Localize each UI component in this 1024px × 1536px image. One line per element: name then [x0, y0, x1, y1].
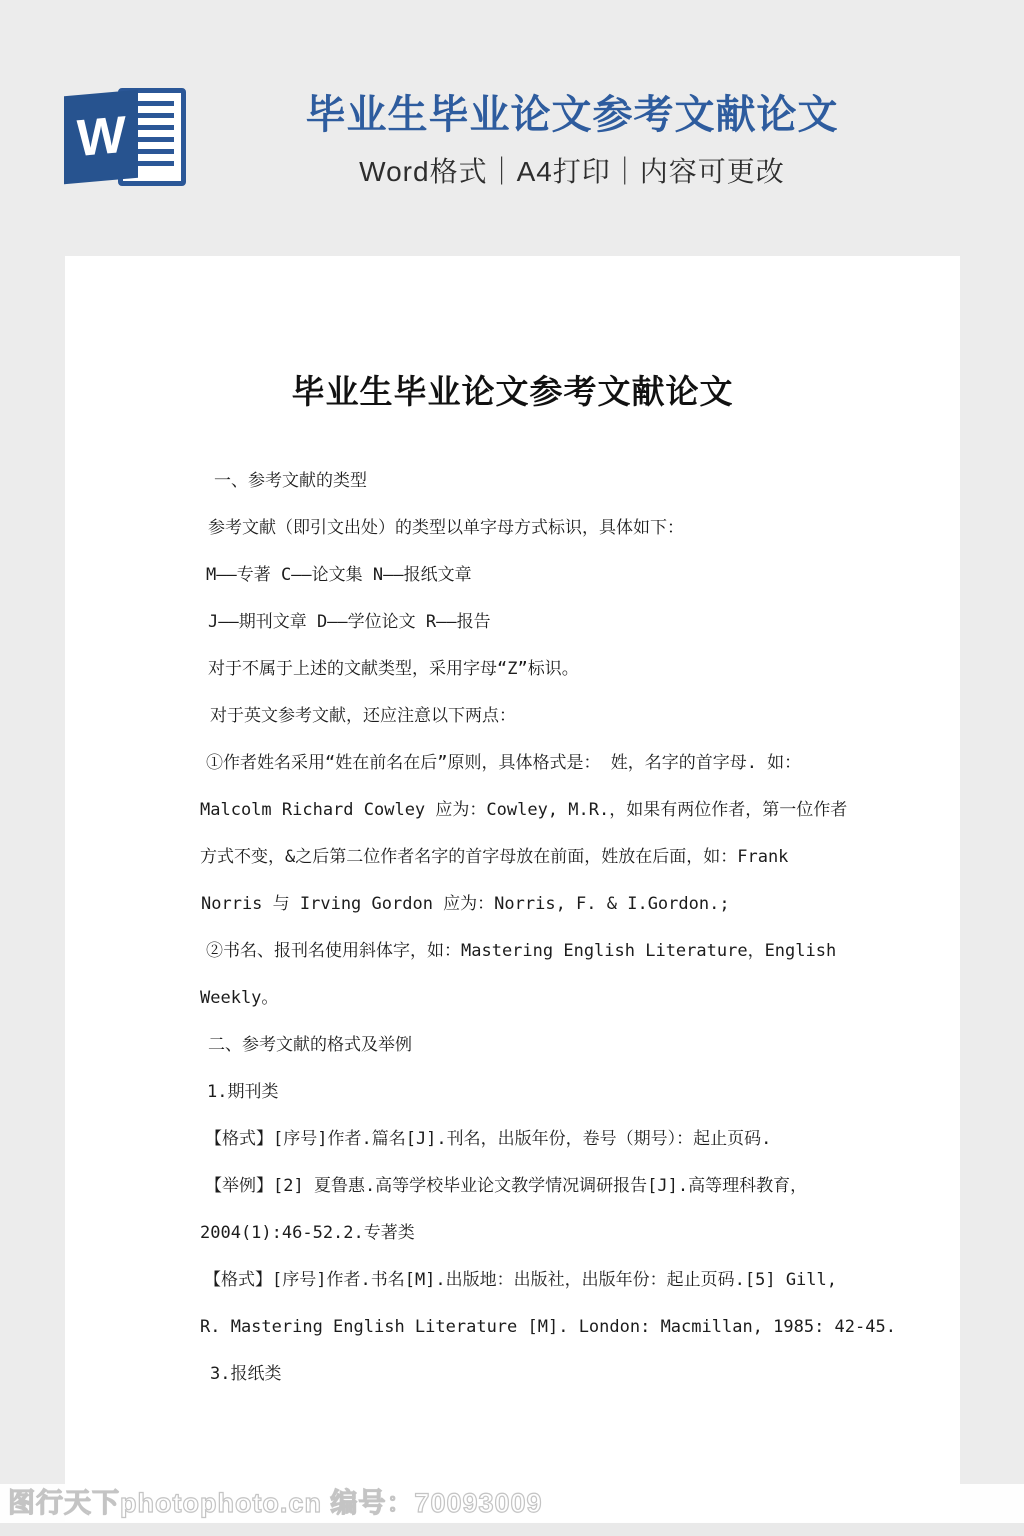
- doc-line: 【格式】[序号]作者.书名[M].出版地：出版社，出版年份：起止页码.[5] Gill,: [204, 1270, 837, 1290]
- header: [120, 92, 1024, 190]
- document-page: [65, 256, 960, 1522]
- doc-line: 二、参考文献的格式及举例: [208, 1035, 412, 1055]
- doc-line: ②书名、报刊名使用斜体字，如：Mastering English Literature，English: [206, 941, 837, 961]
- doc-line: J——期刊文章 D——学位论文 R——报告: [208, 612, 491, 632]
- doc-line: 参考文献（即引文出处）的类型以单字母方式标识，具体如下：: [208, 518, 684, 538]
- doc-line: 【格式】[序号]作者.篇名[J].刊名，出版年份，卷号（期号）：起止页码.: [205, 1129, 772, 1149]
- doc-line: 对于不属于上述的文献类型，采用字母“Z”标识。: [208, 659, 579, 679]
- document-title: 毕业生毕业论文参考文献论文: [291, 375, 734, 411]
- word-icon-letter: W: [76, 105, 126, 169]
- doc-line: 方式不变，&之后第二位作者名字的首字母放在前面，姓放在后面，如：Frank: [200, 847, 789, 867]
- doc-line: 对于英文参考文献，还应注意以下两点：: [210, 706, 516, 726]
- doc-line: R. Mastering English Literature [M]. London: Macmillan, 1985: 42-45.: [200, 1317, 896, 1337]
- header-subtitle: Word格式｜A4打印｜内容可更改: [359, 156, 785, 187]
- watermark-bottom-strip: [0, 1523, 1024, 1536]
- doc-line: 【举例】[2] 夏鲁惠.高等学校毕业论文教学情况调研报告[J].高等理科教育，: [205, 1176, 808, 1196]
- doc-line: 2004(1):46-52.2.专著类: [200, 1223, 415, 1243]
- header-title: 毕业生毕业论文参考文献论文: [305, 93, 839, 137]
- doc-line: Weekly。: [200, 988, 279, 1008]
- doc-line: ①作者姓名采用“姓在前名在后”原则，具体格式是： 姓，名字的首字母. 如：: [206, 753, 802, 773]
- doc-line: 1.期刊类: [207, 1082, 279, 1102]
- doc-line: M——专著 C——论文集 N——报纸文章: [206, 565, 472, 585]
- doc-body-lines: [200, 458, 896, 1398]
- watermark-bar: [0, 1484, 1024, 1536]
- doc-line: Malcolm Richard Cowley 应为：Cowley, M.R.，如果有两位作者，第一位作者: [200, 800, 848, 820]
- watermark-text: 图行天下photophoto.cn 编号：70093009: [8, 1488, 543, 1518]
- doc-line: 一、参考文献的类型: [214, 471, 367, 491]
- doc-line: 3.报纸类: [210, 1364, 282, 1384]
- doc-line: Norris 与 Irving Gordon 应为：Norris, F. & I.Gordon.;: [201, 894, 730, 914]
